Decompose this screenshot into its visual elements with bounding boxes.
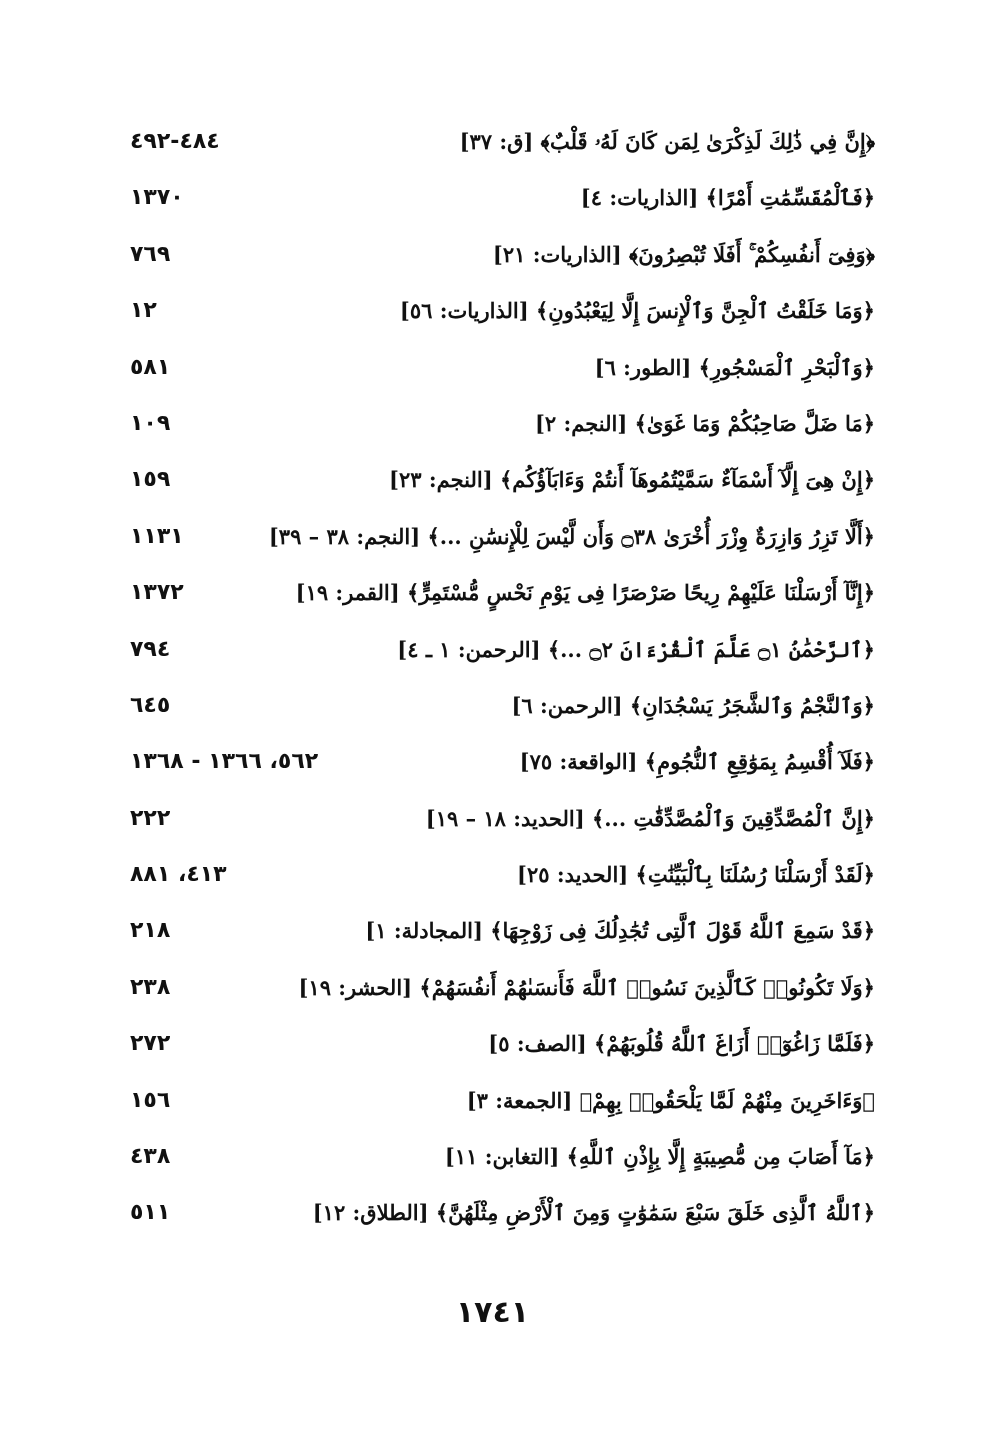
verse-text: ﴿فَلَمَّا زَاغُوٓا۟ أَزَاغَ ٱللَّهُ قُلُوبَهُمْ﴾ [الصف: ٥] [488, 1031, 875, 1057]
list-item [0, 795, 985, 851]
verse-text: ﴿وَٱلنَّجْمُ وَٱلشَّجَرُ يَسْجُدَانِ﴾ [الرحمن: ٦] [511, 692, 875, 718]
verse-text: ﴿إِنَّ ٱلْمُصَّدِّقِينَ وَٱلْمُصَّدِّقَٰتِ ...﴾ [الحديد: ١٨ – ١٩] [425, 805, 875, 831]
verse-text: ﴿مَا ضَلَّ صَاحِبُكُمْ وَمَا غَوَىٰ﴾ [النجم: ٢] [534, 410, 875, 436]
verse-text: ﴿وَٱلْبَحْرِ ٱلْمَسْجُورِ﴾ [الطور: ٦] [594, 354, 875, 380]
page-references: ٤٣٨ [130, 1144, 171, 1170]
page-references: ٤١٣، ٨٨١ [130, 862, 227, 888]
page-references: ٧٦٩ [130, 241, 171, 267]
page-references: ٢١٨ [130, 918, 171, 944]
list-item [0, 513, 985, 569]
list-item [0, 569, 985, 625]
page-references: ٥١١ [130, 1200, 171, 1226]
list-item [0, 287, 985, 343]
page-references: ٧٩٤ [130, 636, 171, 662]
page-references: ٥٦٢، ١٣٦٦ - ١٣٦٨ [130, 749, 319, 775]
list-item [0, 456, 985, 512]
list-item [0, 231, 985, 287]
page-references: ٥٨١ [130, 354, 171, 380]
list-item [0, 738, 985, 794]
verse-text: ﴿ٱلرَّحْمَٰنُ ۝١ عَلَّمَ ٱلْقُرْءَانَ ۝٢ ...﴾ [الرحمن: ١ ـ ٤] [397, 636, 875, 662]
list-item [0, 174, 985, 230]
list-item [0, 851, 985, 907]
page-references: ١٣٧٠ [130, 185, 184, 211]
list-item [0, 400, 985, 456]
verse-text: ﴿إِنْ هِىَ إِلَّآ أَسْمَآءٌ سَمَّيْتُمُوهَآ أَنتُمْ وَءَابَآؤُكُم﴾ [النجم: ٢٣] [389, 467, 875, 493]
list-item [0, 626, 985, 682]
list-item [0, 344, 985, 400]
page-number: ١٧٤١ [455, 1295, 530, 1330]
list-item [0, 118, 985, 174]
page-references: ٢٢٢ [130, 805, 171, 831]
page-references: ٢٧٢ [130, 1031, 171, 1057]
verse-text: ﴿لَقَدْ أَرْسَلْنَا رُسُلَنَا بِٱلْبَيِّنَٰتِ﴾ [الحديد: ٢٥] [517, 862, 875, 888]
verse-text: ﴿وَلَا تَكُونُوا۟ كَٱلَّذِينَ نَسُوا۟ ٱللَّهَ فَأَنسَىٰهُمْ أَنفُسَهُمْ﴾ [الحشر: ١٩] [298, 974, 875, 1000]
page-references: ١٥٦ [130, 1087, 171, 1113]
verse-text: ﴿إِنَّآ أَرْسَلْنَا عَلَيْهِمْ رِيحًا صَرْصَرًا فِى يَوْمِ نَحْسٍ مُّسْتَمِرٍّ﴾ [القمر: ١٩] [295, 580, 875, 606]
verse-text: ﴿وَءَاخَرِينَ مِنْهُمْ لَمَّا يَلْحَقُوا۟ بِهِمْ﴾ [الجمعة: ٣] [466, 1087, 875, 1113]
page-references: ٤٨٤-٤٩٢ [130, 129, 220, 154]
page-references: ١٣٧٢ [130, 580, 184, 606]
list-item [0, 1020, 985, 1076]
verse-text: ﴿قَدْ سَمِعَ ٱللَّهُ قَوْلَ ٱلَّتِى تُجَٰدِلُكَ فِى زَوْجِهَا﴾ [المجادلة: ١] [365, 918, 875, 944]
verse-text: ﴿إِنَّ فِي ذَٰلِكَ لَذِكْرَىٰ لِمَن كَانَ لَهُۥ قَلْبٌ﴾ [ق: ٣٧] [459, 129, 875, 154]
list-item [0, 1077, 985, 1133]
page-references: ٢٣٨ [130, 974, 171, 1000]
page-references: ١٥٩ [130, 467, 171, 493]
verse-text: ﴿فَلَآ أُقْسِمُ بِمَوَٰقِعِ ٱلنُّجُومِ﴾ [الواقعة: ٧٥] [519, 749, 875, 775]
list-item [0, 907, 985, 963]
list-item [0, 1189, 985, 1245]
verse-index-list [0, 118, 985, 1246]
verse-text: ﴿أَلَّا تَزِرُ وَازِرَةٌ وِزْرَ أُخْرَىٰ ۝٣٨ وَأَن لَّيْسَ لِلْإِنسَٰنِ ...﴾ [النجم: ٣٨ – ٣٩] [268, 523, 875, 549]
verse-text: ﴿وَفِىٓ أَنفُسِكُمْ ۚ أَفَلَا تُبْصِرُونَ﴾ [الذاريات: ٢١] [492, 241, 875, 267]
page-references: ١١٣١ [130, 523, 184, 549]
verse-text: ﴿ٱللَّهُ ٱلَّذِى خَلَقَ سَبْعَ سَمَٰوَٰتٍ وَمِنَ ٱلْأَرْضِ مِثْلَهُنَّ﴾ [الطلاق: ١٢] [312, 1200, 875, 1226]
verse-text: ﴿وَمَا خَلَقْتُ ٱلْجِنَّ وَٱلْإِنسَ إِلَّا لِيَعْبُدُونِ﴾ [الذاريات: ٥٦] [399, 298, 875, 324]
verse-text: ﴿مَآ أَصَابَ مِن مُّصِيبَةٍ إِلَّا بِإِذْنِ ٱللَّهِ﴾ [التغابن: ١١] [444, 1144, 875, 1170]
list-item [0, 682, 985, 738]
list-item [0, 1133, 985, 1189]
list-item [0, 964, 985, 1020]
page-references: ١٢ [130, 298, 157, 324]
page-references: ١٠٩ [130, 410, 171, 436]
verse-text: ﴿فَٱلْمُقَسِّمَٰتِ أَمْرًا﴾ [الذاريات: ٤] [580, 185, 875, 211]
page-references: ٦٤٥ [130, 692, 171, 718]
